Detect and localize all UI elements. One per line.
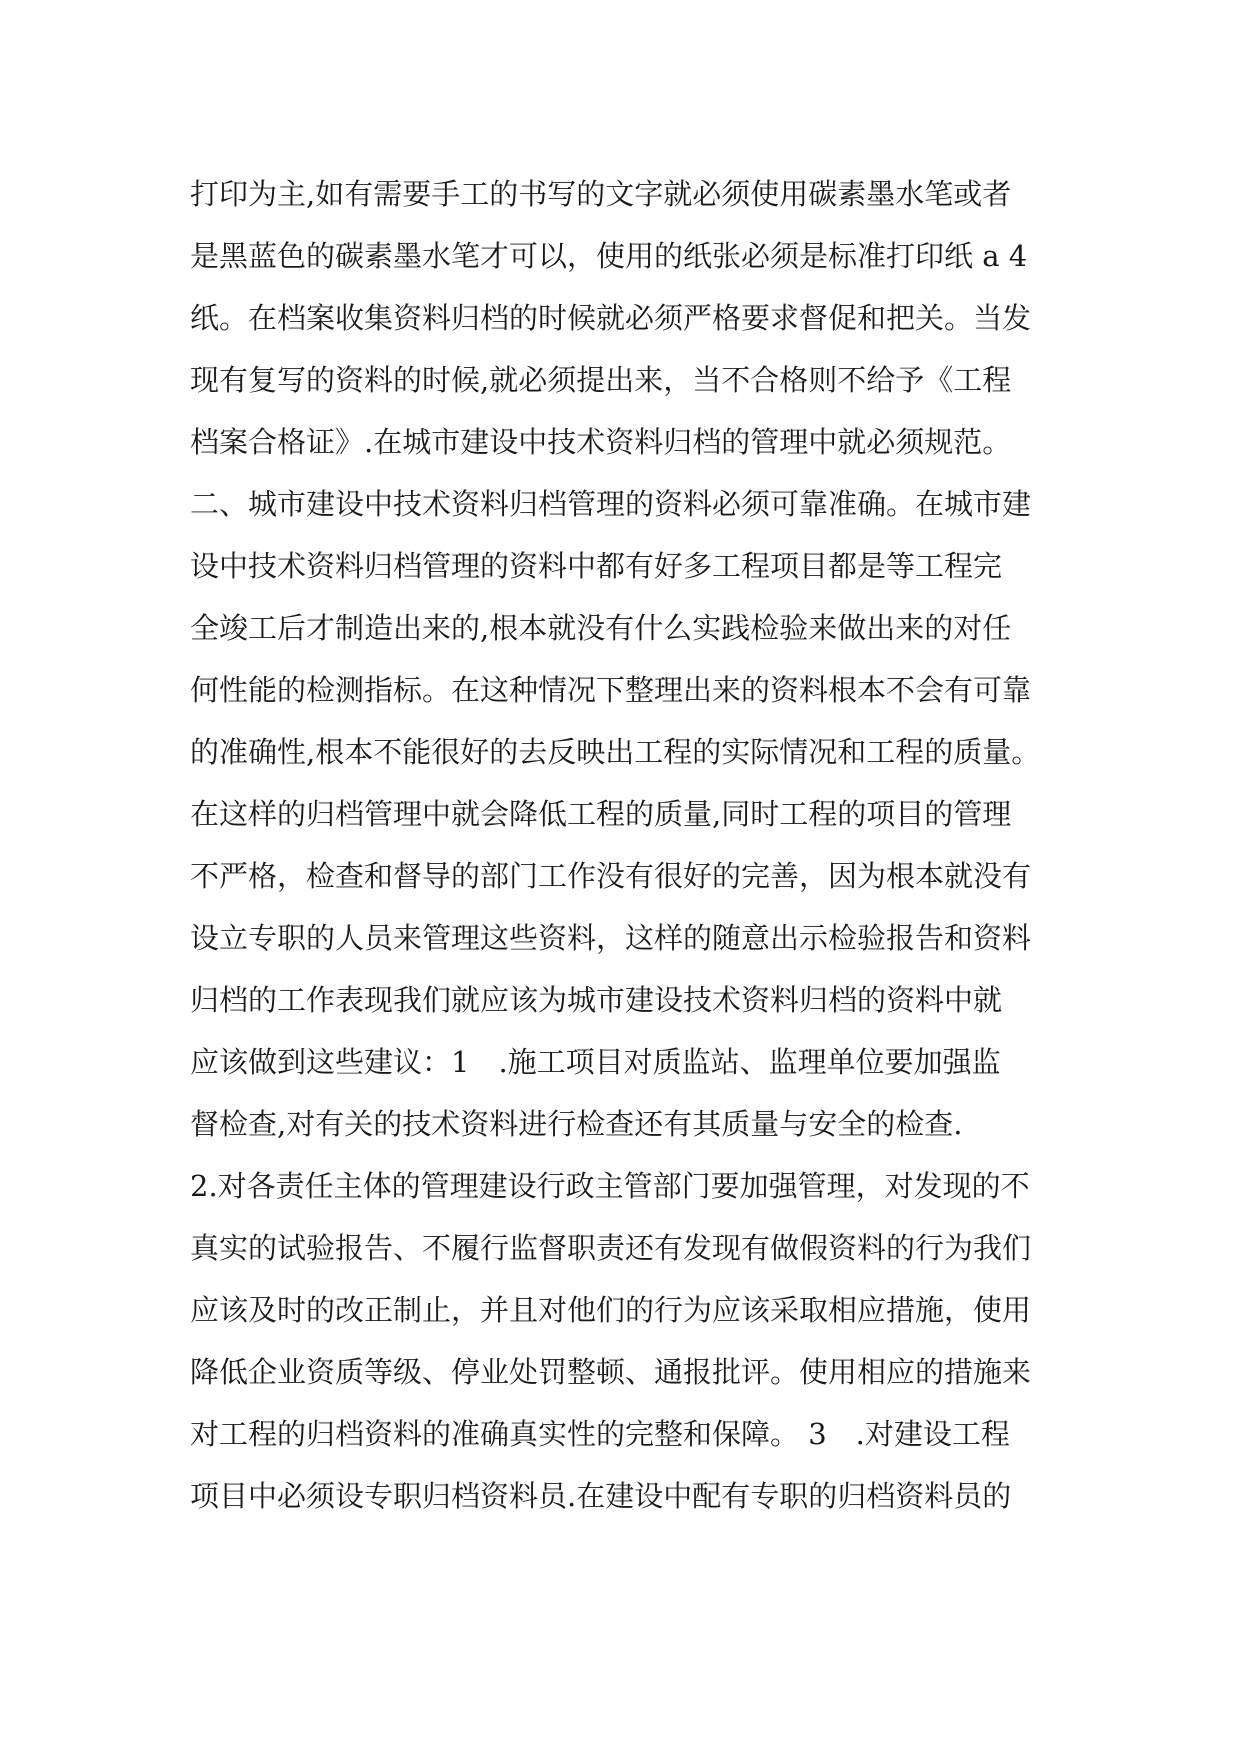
text-line: 项目中必须设专职归档资料员.在建设中配有专职的归档资料员的 [190, 1479, 1012, 1513]
text-line: 应该及时的改正制止，并且对他们的行为应该采取相应措施，使用 [190, 1293, 1032, 1327]
text-line: 真实的试验报告、不履行监督职责还有发现有做假资料的行为我们 [190, 1231, 1032, 1265]
text-line: 打印为主,如有需要手工的书写的文字就必须使用碳素墨水笔或者 [190, 177, 1012, 211]
text-line: 不严格，检查和督导的部门工作没有很好的完善，因为根本就没有 [190, 859, 1032, 893]
text-line: 纸。在档案收集资料归档的时候就必须严格要求督促和把关。当发 [190, 301, 1032, 335]
text-line: 档案合格证》.在城市建设中技术资料归档的管理中就必须规范。 [190, 425, 1012, 459]
text-line: 设中技术资料归档管理的资料中都有好多工程项目都是等工程完 [190, 549, 1003, 583]
text-line: 降低企业资质等级、停业处罚整顿、通报批评。使用相应的措施来 [190, 1355, 1032, 1389]
text-line: 何性能的检测指标。在这种情况下整理出来的资料根本不会有可靠 [190, 673, 1032, 707]
text-line: 二、城市建设中技术资料归档管理的资料必须可靠准确。在城市建 [190, 487, 1032, 521]
text-line: 设立专职的人员来管理这些资料，这样的随意出示检验报告和资料 [190, 921, 1032, 955]
text-line: 是黑蓝色的碳素墨水笔才可以，使用的纸张必须是标准打印纸 a 4 [190, 239, 1028, 273]
text-line: 在这样的归档管理中就会降低工程的质量,同时工程的项目的管理 [190, 797, 1012, 831]
text-line: 全竣工后才制造出来的,根本就没有什么实践检验来做出来的对任 [190, 611, 1012, 645]
text-line: 归档的工作表现我们就应该为城市建设技术资料归档的资料中就 [190, 983, 1003, 1017]
text-line: 督检查,对有关的技术资料进行检查还有其质量与安全的检查. [190, 1107, 963, 1141]
text-line: 应该做到这些建议：1 .施工项目对质监站、监理单位要加强监 [190, 1045, 1001, 1079]
text-line: 的准确性,根本不能很好的去反映出工程的实际情况和工程的质量。 [190, 735, 1041, 769]
text-line: 现有复写的资料的时候,就必须提出来，当不合格则不给予《工程 [190, 363, 1012, 397]
body-text [190, 163, 1090, 1527]
text-line: 2.对各责任主体的管理建设行政主管部门要加强管理，对发现的不 [190, 1169, 1030, 1203]
text-line: 对工程的归档资料的准确真实性的完整和保障。 3 .对建设工程 [190, 1417, 1010, 1451]
